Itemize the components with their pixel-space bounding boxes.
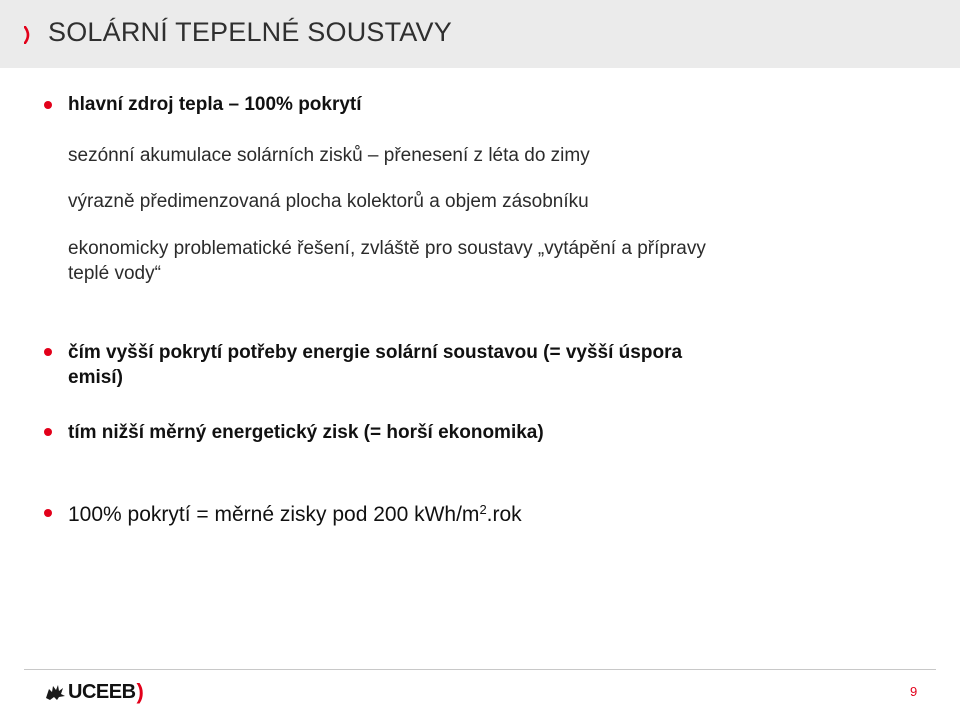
sub-item-economics-line2: teplé vody“	[68, 263, 161, 284]
bullet-dot	[44, 101, 52, 109]
sub-item-seasonal-storage: sezónní akumulace solárních zisků – přenesení z léta do zimy	[68, 145, 590, 166]
bullet-dot	[44, 348, 52, 356]
bullet-dot	[44, 428, 52, 436]
unit-superscript: 2	[479, 502, 487, 517]
bullet-dot	[44, 509, 52, 517]
bullet-higher-coverage-line1: čím vyšší pokrytí potřeby energie solární soustavou (= vyšší úspora	[68, 342, 683, 363]
footer-divider	[24, 669, 936, 670]
chevron-right-icon	[24, 26, 32, 44]
sub-item-economics-line1: ekonomicky problematické řešení, zvláště pro soustavy „vytápění a přípravy	[68, 238, 706, 259]
logo-paren: )	[136, 679, 144, 704]
slide-header	[0, 0, 960, 68]
bullet-main-heat-source: hlavní zdroj tepla – 100% pokrytí	[68, 94, 362, 115]
lion-icon	[44, 682, 66, 702]
bullet-higher-coverage-line2: emisí)	[68, 367, 123, 388]
sub-item-oversized-area: výrazně předimenzovaná plocha kolektorů a objem zásobníku	[68, 191, 589, 212]
uceeb-logo	[44, 680, 144, 704]
bullet-lower-yield: tím nižší měrný energetický zisk (= horší ekonomika)	[68, 422, 544, 443]
bullet-full-coverage-tail: .rok	[486, 503, 522, 526]
slide-title: SOLÁRNÍ TEPELNÉ SOUSTAVY	[48, 17, 452, 47]
bullet-full-coverage-text: 100% pokrytí = měrné zisky pod 200 kWh/m	[68, 503, 480, 526]
bullet-full-coverage	[68, 502, 522, 527]
page-number: 9	[910, 684, 918, 699]
logo-text: UCEEB	[68, 680, 136, 703]
